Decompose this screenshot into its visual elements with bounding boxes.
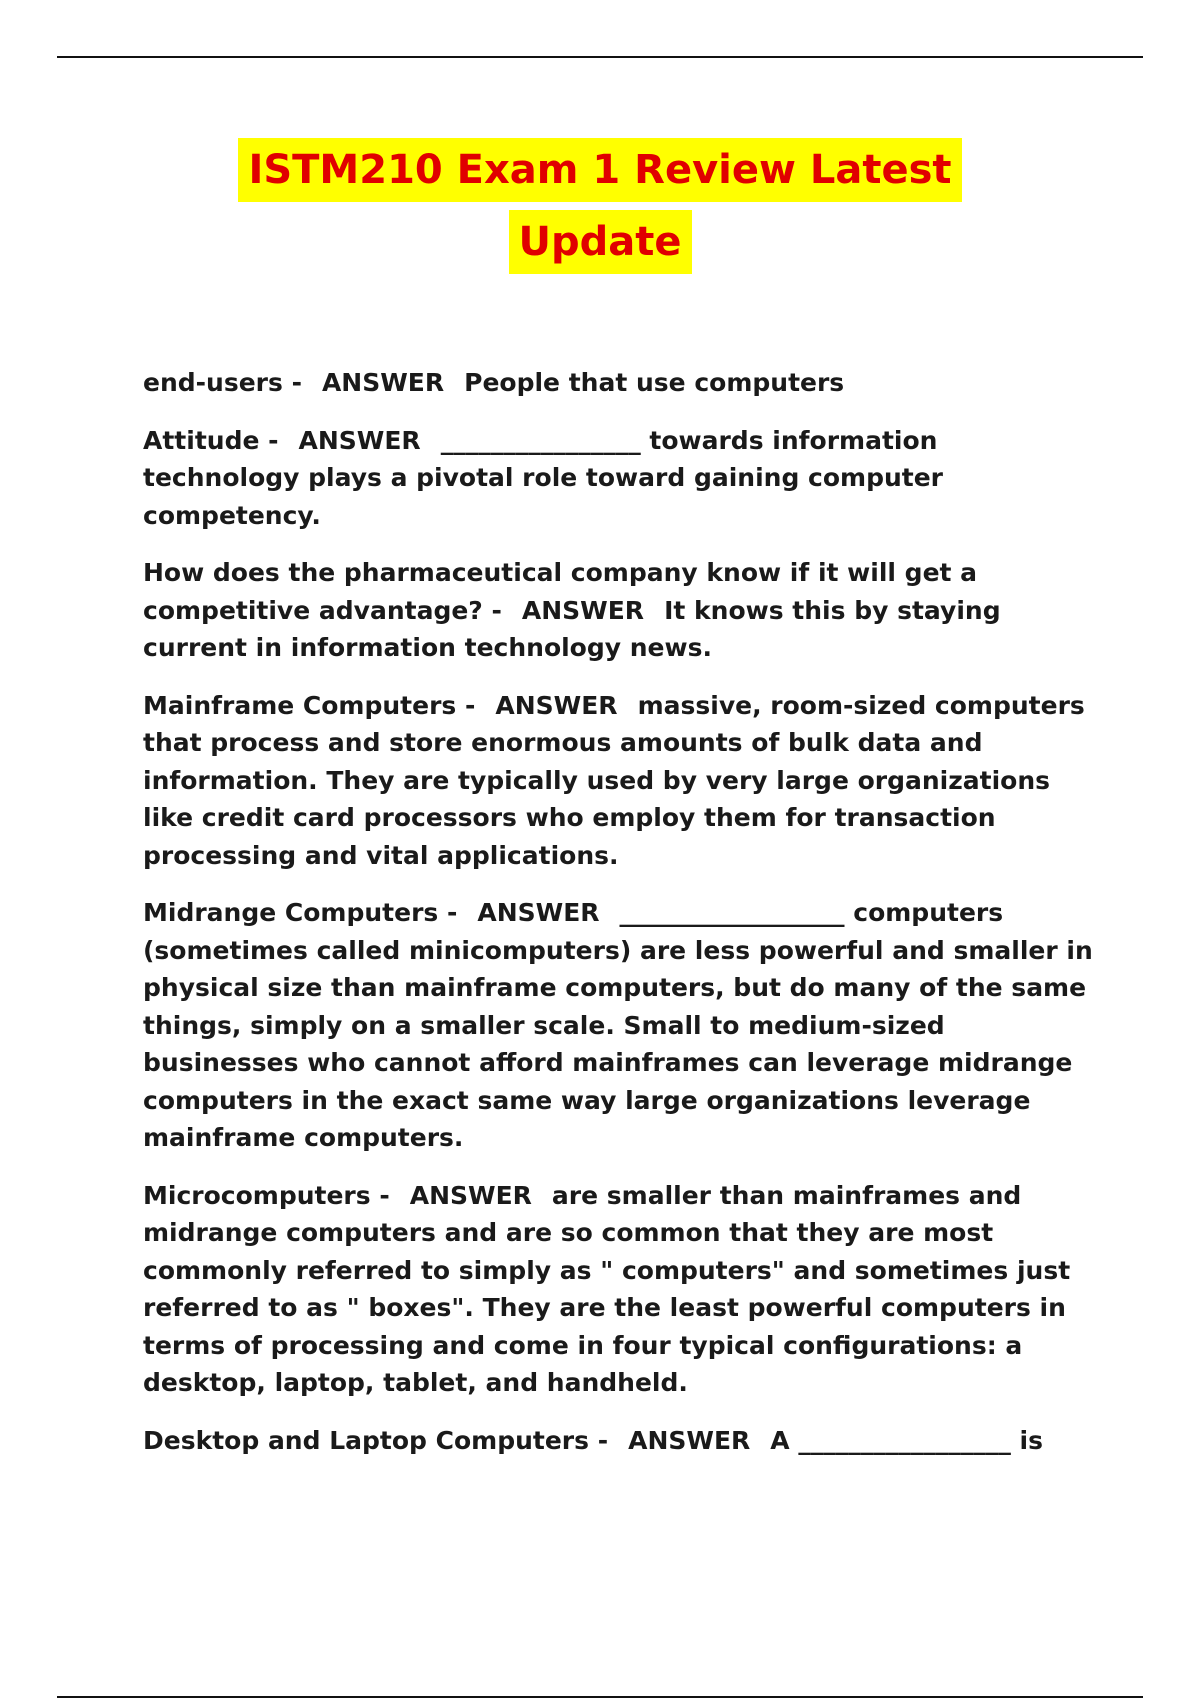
qa-term: Attitude - <box>143 425 279 455</box>
qa-definition: ________________ towards information technology plays a pivotal role toward gaining computer competency. <box>143 425 944 530</box>
qa-definition: __________________ computers (sometimes called minicomputers) are less powerful and smaller in physical size than mainframe computers, but do many of the same things, simply on a smaller scale. Small to medium-sized businesses who cannot afford mainframes can leverage midrange computers in the exact same way large organizations leverage mainframe computers. <box>143 898 1093 1152</box>
qa-answer-label: ANSWER <box>409 1180 532 1210</box>
qa-definition: It knows this by staying current in information technology news. <box>143 595 1001 662</box>
qa-entry-pharmaceutical <box>143 554 1093 667</box>
qa-answer-label: ANSWER <box>495 690 618 720</box>
qa-term: How does the pharmaceutical company know if it will get a competitive advantage? - <box>143 558 978 625</box>
qa-term: Desktop and Laptop Computers - <box>143 1425 609 1455</box>
top-rule <box>57 56 1143 58</box>
qa-definition: People that use computers <box>464 368 845 397</box>
qa-answer-label: ANSWER <box>321 368 445 397</box>
qa-entry-microcomputers <box>143 1177 1093 1402</box>
qa-entry-mainframe <box>143 687 1093 875</box>
qa-entry-desktop-laptop <box>143 1422 1093 1460</box>
qa-term: Midrange Computers - <box>143 898 458 927</box>
qa-entry-attitude <box>143 422 1093 535</box>
qa-definition: massive, room-sized computers that process and store enormous amounts of bulk data and information. They are typically used by very large organizations like credit card processors who employ them for transaction processing and vital applications. <box>143 690 1085 870</box>
page-title <box>0 138 1200 282</box>
qa-answer-label: ANSWER <box>477 898 600 927</box>
qa-entry-end-users <box>143 364 1093 402</box>
qa-term: end-users - <box>143 368 302 397</box>
title-line-1: ISTM210 Exam 1 Review Latest <box>238 138 961 202</box>
qa-answer-label: ANSWER <box>628 1425 751 1455</box>
qa-definition: A _________________ is <box>770 1425 1043 1455</box>
qa-answer-label: ANSWER <box>521 595 645 625</box>
qa-term: Microcomputers - <box>143 1180 390 1210</box>
qa-term: Mainframe Computers - <box>143 690 476 720</box>
qa-list <box>143 364 1093 1479</box>
qa-definition: are smaller than mainframes and midrange computers and are so common that they are most commonly referred to simply as " computers" and sometimes just referred to as " boxes". They are the least powerful computers in terms of processing and come in four typical configurations: a desktop, laptop, tablet, and handheld. <box>143 1180 1071 1397</box>
qa-answer-label: ANSWER <box>298 425 421 455</box>
bottom-rule <box>57 1696 1143 1698</box>
qa-entry-midrange <box>143 894 1093 1157</box>
title-line-2: Update <box>509 210 692 274</box>
